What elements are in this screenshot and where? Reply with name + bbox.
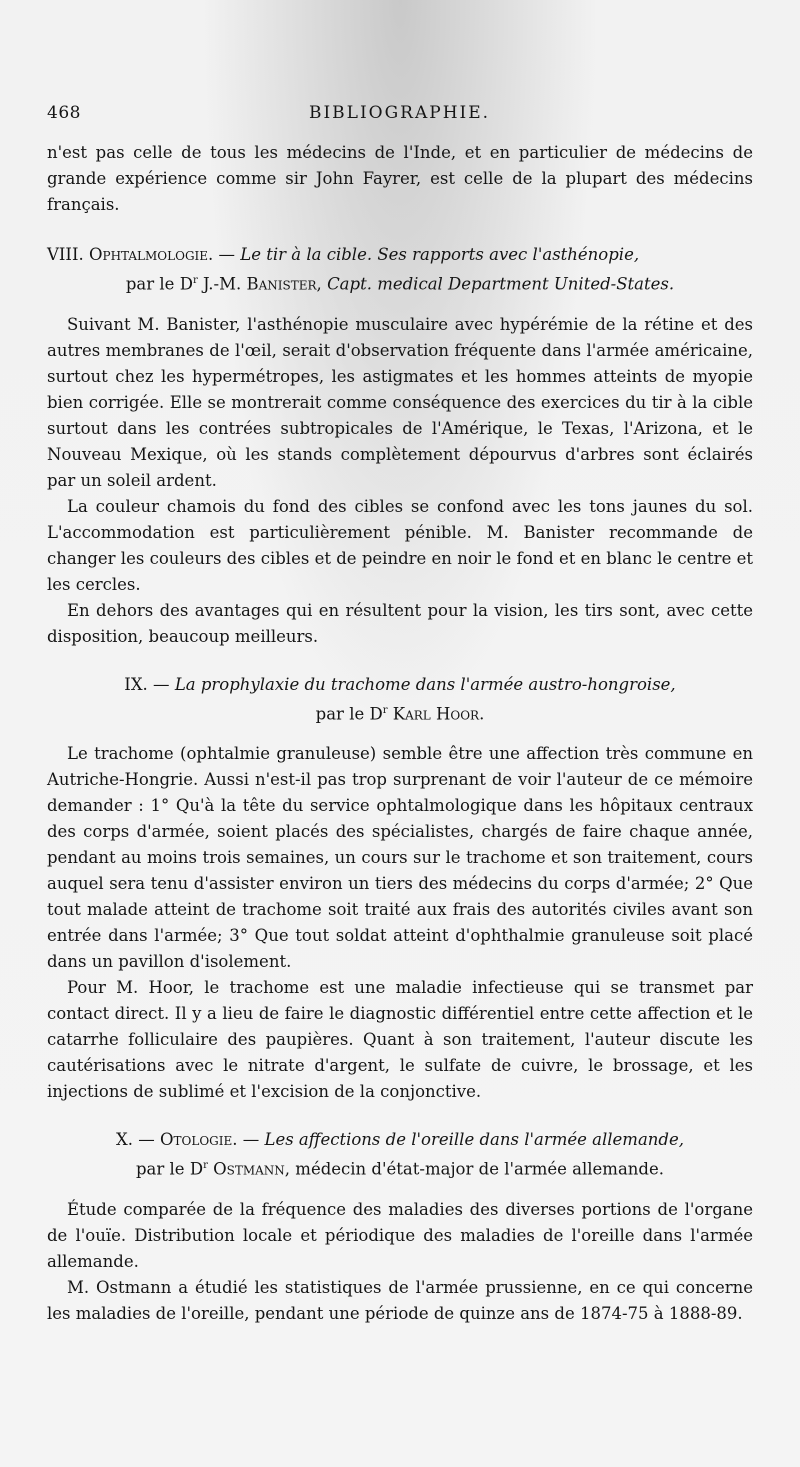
section-x-heading: X. — Otologie. — Les affections de l'oreille dans l'armée allemande, par le $D^r$ Ostmann, médecin d'état-major de l'armée allemande. xyxy=(115,1130,684,1179)
running-title: BIBLIOGRAPHIE. xyxy=(308,103,491,123)
byline-sup: r xyxy=(382,704,388,716)
page-body xyxy=(47,140,753,1327)
section-number: VIII. xyxy=(47,245,84,264)
section-field: Ophtalmologie. xyxy=(88,245,214,264)
author-role: médecin d'état-major de l'armée allemande. xyxy=(295,1159,664,1179)
paragraph: Pour M. Hoor, le trachome est une maladie infectieuse qui se transmet par contact direct. Il y a lieu de faire le diagnostic différentiel entre cette affection et le catarrhe folliculaire des paupières. Quant à son traitement, l'auteur discute les cautérisations avec le nitrate d'argent, le sulfate de cuivre, le brossage, et les injections de sublimé et l'excision de la conjonctive. xyxy=(47,978,753,1101)
author-name: Karl Hoor. xyxy=(392,704,485,723)
section-field: Otologie. xyxy=(159,1130,238,1149)
author-role: Capt. medical Department United-States. xyxy=(327,274,675,294)
section-ix-heading: IX. — La prophylaxie du trachome dans l'armée austro-hongroise, par le $D^r$ Karl Hoor. xyxy=(124,674,676,723)
section-number: X. xyxy=(115,1130,133,1149)
section-viii-heading: VIII. Ophtalmologie. — Le tir à la cible. Ses rapports avec l'asthénopie, par le $D^r$ J.-M. Banister, Capt. medical Department United-States. xyxy=(47,245,675,294)
page-header xyxy=(47,103,752,133)
author-name: J.-M. Banister, xyxy=(202,274,322,294)
paragraph: Suivant M. Banister, l'asthénopie musculaire avec hypérémie de la rétine et des autres membranes de l'œil, serait d'observation fréquente dans l'armée américaine, surtout chez les hypermétropes, les astigmates et les hommes atteints de myopie bien corrigée. Elle se montrerait comme conséquence des exercices du tir à la cible surtout dans les contrées subtropicales de l'Amérique, le Texas, l'Arizona, et le Nouveau Mexique, où les stands complètement dépourvus d'arbres sont éclairés par un soleil ardent. xyxy=(47,314,753,490)
paragraph: Le trachome (ophtalmie granuleuse) semble être une affection très commune en Autriche-Hongrie. Aussi n'est-il pas trop surprenant de voir l'auteur de ce mémoire demander : 1° Qu'à la tête du service ophtalmologique dans les hôpitaux centraux des corps d'armée, soient placés des spécialistes, chargés de faire chaque année, pendant au moins trois semaines, un cours sur le trachome et son traitement, cours auquel sera tenu d'assister environ un tiers des médecins du corps d'armée; 2° Que tout malade atteint de trachome soit traité aux frais des autorités civiles avant son entrée dans l'armée; 3° Que tout soldat atteint d'ophthalmie granuleuse soit placé dans un pavillon d'isolement. xyxy=(47,744,753,971)
byline-sup: r xyxy=(203,1160,208,1171)
paragraph: La couleur chamois du fond des cibles se confond avec les tons jaunes du sol. L'accommodation est particulièrement pénible. M. Banister recommande de changer les couleurs des cibles et de peindre en noir le fond et en blanc le centre et les cercles. xyxy=(47,496,753,594)
page-number: 468 xyxy=(47,103,81,123)
paragraph: Étude comparée de la fréquence des maladies des diverses portions de l'organe de l'ouïe. Distribution locale et périodique des maladies de l'oreille dans l'armée allemande. xyxy=(47,1199,753,1271)
section-title: Les affections de l'oreille dans l'armée allemande, xyxy=(264,1130,684,1149)
author-name: Ostmann, xyxy=(213,1159,291,1179)
paragraph: M. Ostmann a étudié les statistiques de l'armée prussienne, en ce qui concerne les maladies de l'oreille, pendant une période de quinze ans de 1874-75 à 1888-89. xyxy=(47,1277,753,1323)
byline-prefix: par le D xyxy=(136,1159,204,1179)
byline-sup: r xyxy=(192,275,198,286)
section-title: La prophylaxie du trachome dans l'armée austro-hongroise, xyxy=(174,674,676,694)
byline-prefix: par le D xyxy=(125,274,193,294)
intro-paragraph: n'est pas celle de tous les médecins de l'Inde, et en particulier de médecins de grande expérience comme sir John Fayrer, est celle de la plupart des médecins français. xyxy=(47,143,753,214)
section-number: IX. xyxy=(124,674,148,694)
section-title: Le tir à la cible. Ses rapports avec l'asthénopie, xyxy=(240,245,640,264)
paragraph: En dehors des avantages qui en résultent pour la vision, les tirs sont, avec cette disposition, beaucoup meilleurs. xyxy=(47,600,753,646)
byline-prefix: par le D xyxy=(315,704,383,723)
